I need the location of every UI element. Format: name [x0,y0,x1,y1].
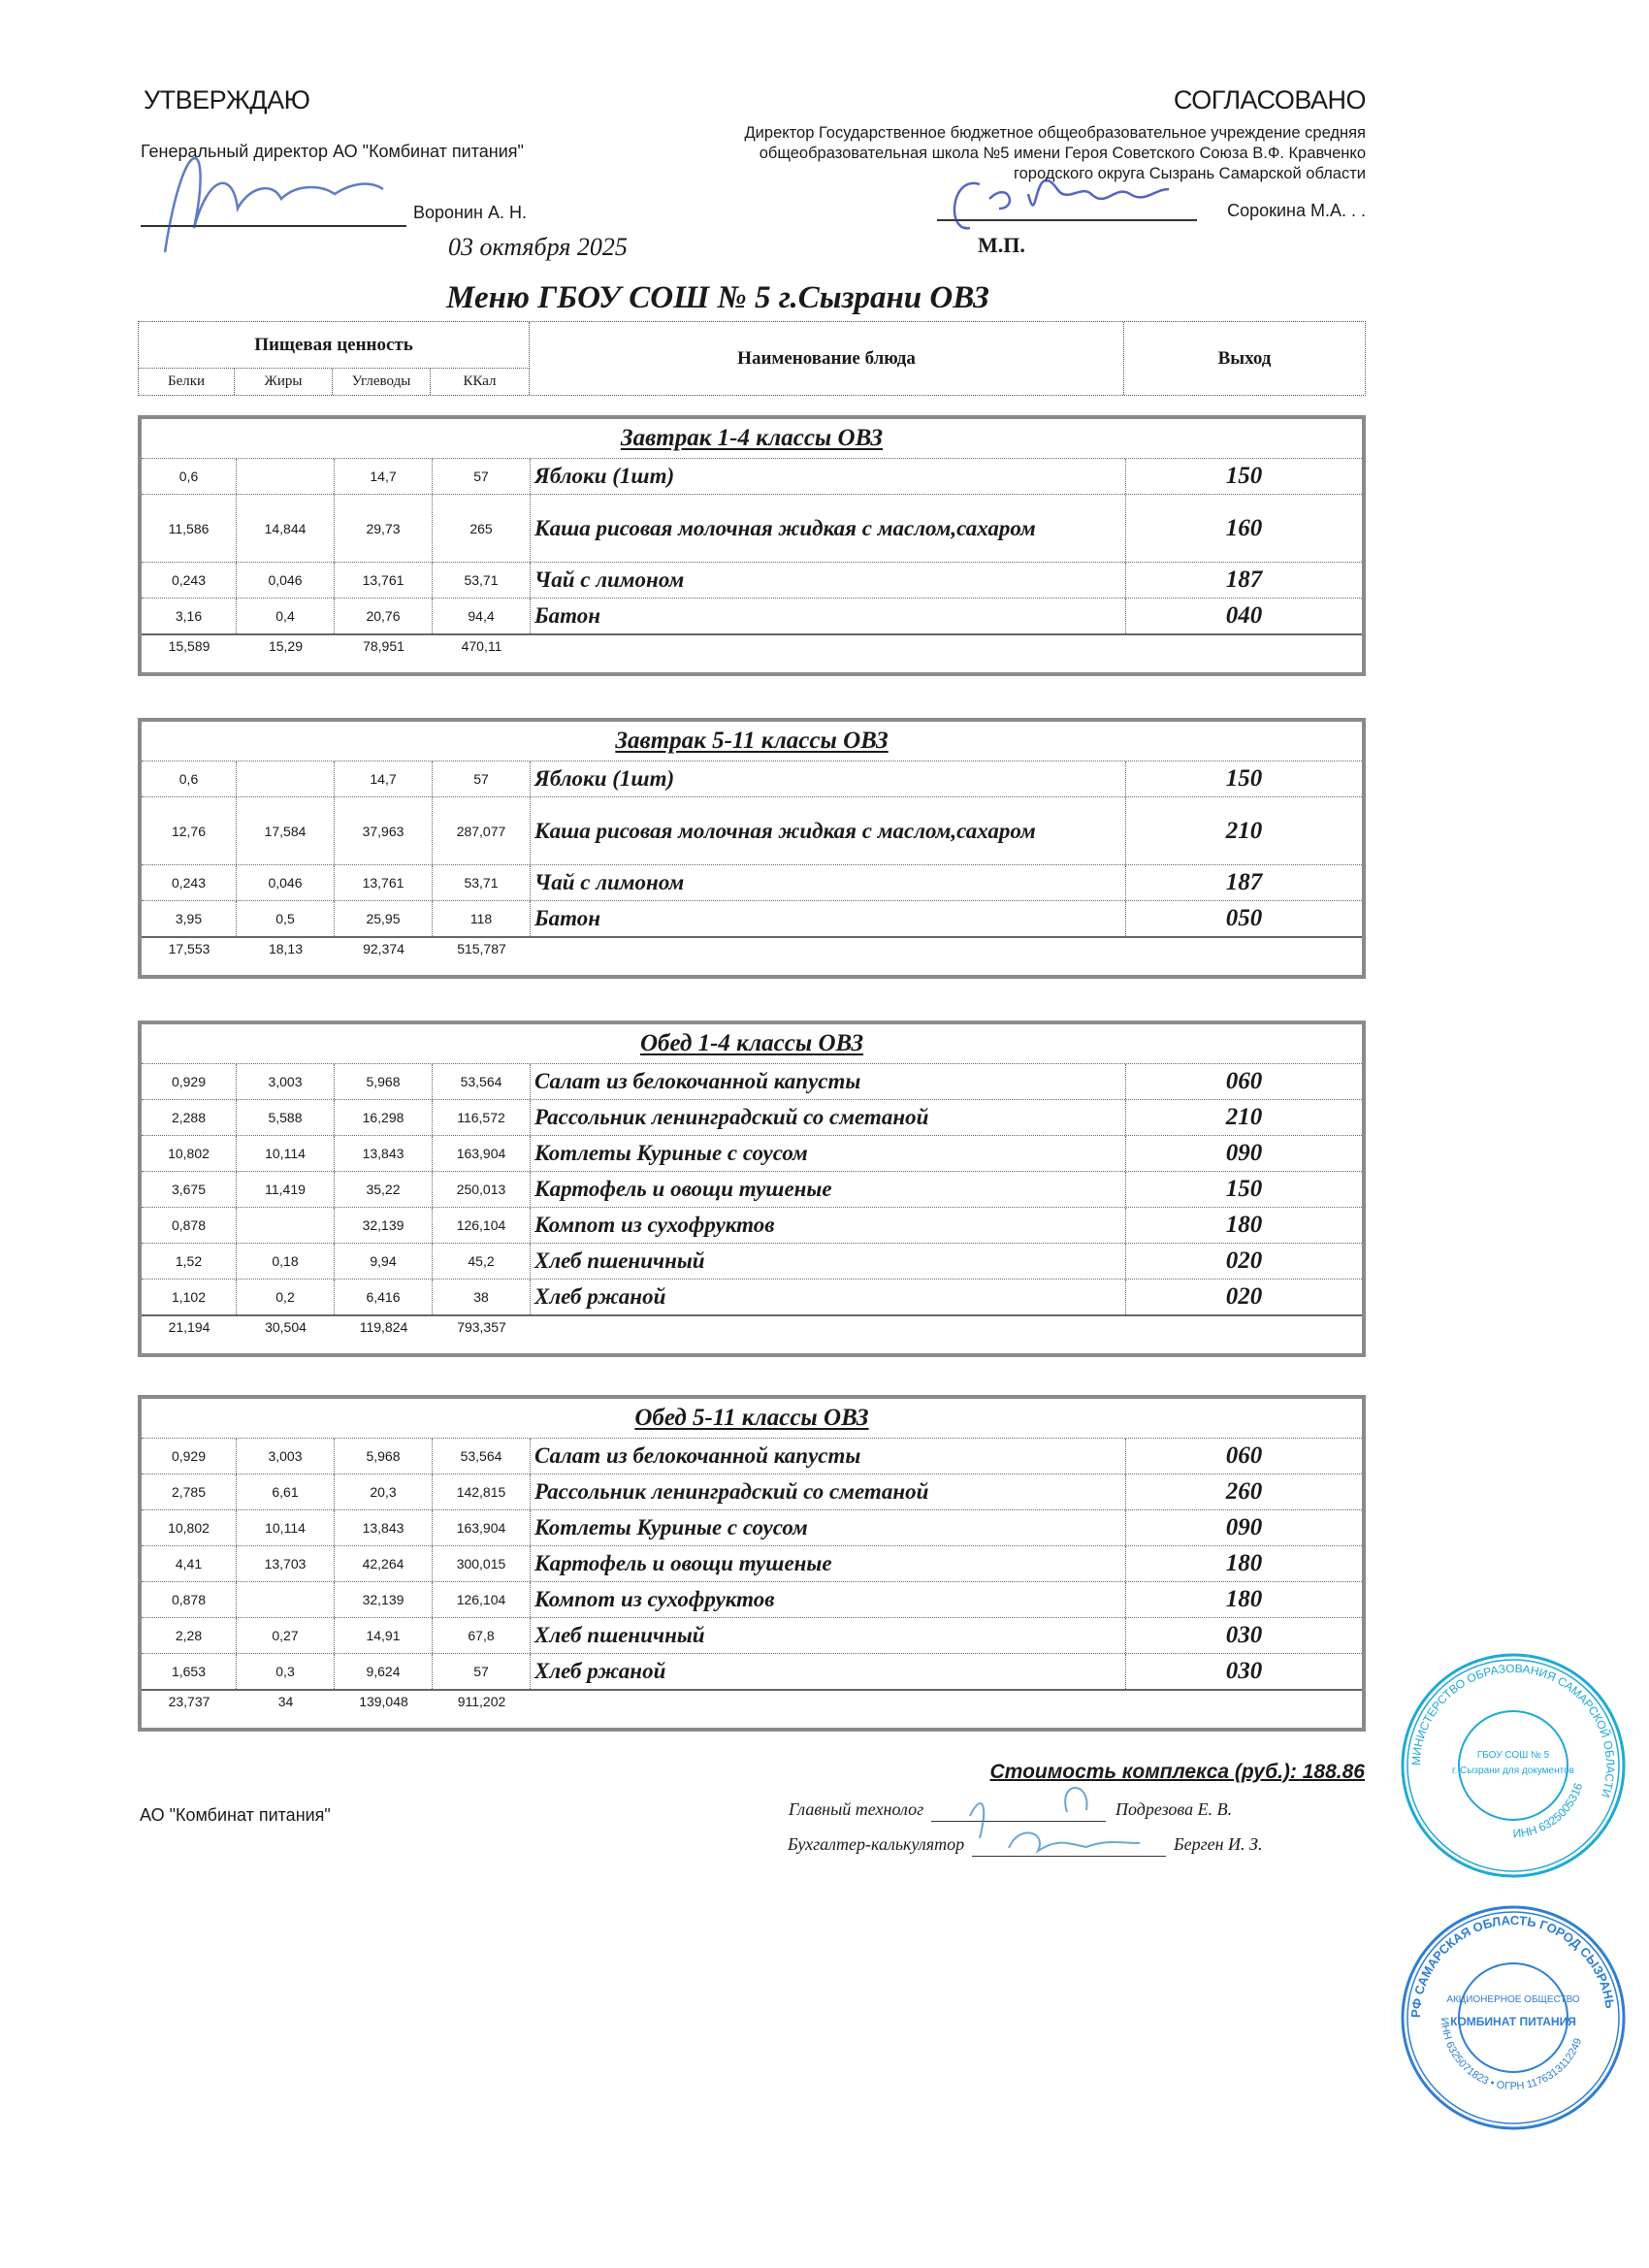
fat-cell: 13,703 [237,1546,335,1581]
dish-name: Каша рисовая молочная жидкая с маслом,сахаром [531,495,1126,562]
dish-yield: 060 [1225,1442,1263,1469]
left-stamp-center-text: КОМБИНАТ ПИТАНИЯ [1450,2015,1576,2028]
agreement-title: СОГЛАСОВАНО [1173,85,1366,114]
approval-date: 03 октября 2025 [448,233,628,261]
seal-mark: М.П. [978,233,1025,257]
approval-signature-line [141,225,406,227]
fat-cell [237,1582,335,1617]
total-protein: 17,553 [168,941,210,956]
protein-cell: 1,102 [142,1280,237,1314]
dish-name: Компот из сухофруктов [531,1582,1126,1617]
dish-yield: 187 [1225,869,1263,895]
carbs-cell: 20,76 [335,599,433,633]
kcal-cell: 53,564 [433,1064,531,1099]
dish-name: Рассольник ленинградский со сметаной [531,1100,1126,1135]
table-row [142,1653,1362,1689]
kcal-cell: 38 [433,1280,531,1314]
carbs-cell: 25,95 [335,901,433,936]
table-row [142,598,1362,633]
fat-cell: 10,114 [237,1136,335,1171]
kcal-cell: 118 [433,901,531,936]
table-row [142,494,1362,562]
left-signature [165,158,383,252]
kcal-cell: 142,815 [433,1474,531,1509]
dish-yield: 150 [1225,463,1263,489]
table-row [142,1581,1362,1617]
protein-cell: 2,288 [142,1100,237,1135]
column-header-dish: Наименование блюда [530,322,1124,395]
protein-cell: 3,95 [142,901,237,936]
kcal-cell: 265 [433,495,531,562]
kcal-cell: 126,104 [433,1208,531,1243]
protein-cell: 0,929 [142,1064,237,1099]
technologist-label: Главный технолог [789,1799,924,1819]
menu-section [138,1395,1366,1732]
carbs-cell: 20,3 [335,1474,433,1509]
complex-cost: Стоимость комплекса (руб.): 188.86 [989,1761,1365,1783]
kcal-cell: 45,2 [433,1244,531,1279]
document-title: Меню ГБОУ СОШ № 5 г.Сызрани ОВЗ [446,280,989,315]
table-row [142,1207,1362,1243]
dish-name: Яблоки (1шт) [531,761,1126,796]
total-kcal: 793,357 [457,1319,506,1335]
right-stamp [1397,1649,1630,1882]
left-stamp-outer-text: РФ САМАРСКАЯ ОБЛАСТЬ ГОРОД СЫЗРАНЬ [1407,1912,1618,2019]
section-title [142,1399,1362,1438]
table-row [142,796,1362,864]
kcal-cell: 250,013 [433,1172,531,1207]
carbs-cell: 13,843 [335,1136,433,1171]
carbs-cell: 5,968 [335,1439,433,1474]
dish-yield: 040 [1225,602,1263,629]
fat-cell: 5,588 [237,1100,335,1135]
carbs-cell: 14,7 [335,459,433,494]
protein-cell: 0,243 [142,563,237,598]
dish-name: Хлеб ржаной [531,1280,1126,1314]
section-title [142,419,1362,458]
agreement-line-1: Директор Государственное бюджетное общеобразовательное учреждение средняя [744,124,1366,142]
fat-cell: 0,18 [237,1244,335,1279]
dish-name: Рассольник ленинградский со сметаной [531,1474,1126,1509]
approval-title: УТВЕРЖДАЮ [144,85,310,114]
fat-cell: 0,3 [237,1654,335,1689]
dish-yield: 210 [1225,817,1263,844]
carbs-cell: 13,761 [335,563,433,598]
accountant-name: Берген И. З. [1174,1834,1263,1854]
table-header [138,321,1366,396]
protein-cell: 0,6 [142,761,237,796]
dish-name: Хлеб пшеничный [531,1618,1126,1653]
dish-name: Каша рисовая молочная жидкая с маслом,сахаром [531,797,1126,864]
column-header-protein: Белки [139,369,235,395]
dish-name: Яблоки (1шт) [531,459,1126,494]
protein-cell: 0,878 [142,1208,237,1243]
right-stamp-ring-text: МИНИСТЕРСТВО ОБРАЗОВАНИЯ САМАРСКОЙ ОБЛАСТИ [1408,1661,1618,1799]
carbs-cell: 5,968 [335,1064,433,1099]
kcal-cell: 116,572 [433,1100,531,1135]
total-fat: 15,29 [268,638,304,654]
protein-cell: 1,653 [142,1654,237,1689]
menu-section [138,718,1366,979]
kcal-cell: 53,564 [433,1439,531,1474]
total-kcal: 515,787 [457,941,506,956]
dish-name: Салат из белокочанной капусты [531,1439,1126,1474]
dish-name: Котлеты Куриные с соусом [531,1136,1126,1171]
section-total-row [142,1314,1362,1353]
total-carbs: 78,951 [363,638,404,654]
table-row [142,1545,1362,1581]
dish-name: Хлеб пшеничный [531,1244,1126,1279]
protein-cell: 1,52 [142,1244,237,1279]
protein-cell: 10,802 [142,1136,237,1171]
table-row [142,1279,1362,1314]
dish-name: Компот из сухофруктов [531,1208,1126,1243]
fat-cell [237,1208,335,1243]
table-row [142,864,1362,900]
protein-cell: 12,76 [142,797,237,864]
dish-yield: 050 [1225,905,1263,931]
kcal-cell: 94,4 [433,599,531,633]
protein-cell: 10,802 [142,1510,237,1545]
dish-yield: 180 [1225,1550,1263,1576]
table-row [142,1509,1362,1545]
carbs-cell: 29,73 [335,495,433,562]
agreement-signature-line [937,219,1197,221]
kcal-cell: 57 [433,1654,531,1689]
agreement-line-2: общеобразовательная школа №5 имени Героя Советского Союза В.Ф. Кравченко [759,145,1366,162]
total-carbs: 119,824 [359,1319,408,1335]
menu-section [138,1021,1366,1357]
nutrition-header: Пищевая ценность [139,322,530,369]
agreement-name: Сорокина М.А. . . [1227,201,1366,220]
carbs-cell: 32,139 [335,1582,433,1617]
fat-cell: 17,584 [237,797,335,864]
fat-cell: 11,419 [237,1172,335,1207]
dish-name: Салат из белокочанной капусты [531,1064,1126,1099]
carbs-cell: 16,298 [335,1100,433,1135]
protein-cell: 3,16 [142,599,237,633]
total-protein: 15,589 [168,638,210,654]
protein-cell: 0,878 [142,1582,237,1617]
protein-cell: 2,28 [142,1618,237,1653]
fat-cell: 0,2 [237,1280,335,1314]
menu-section [138,415,1366,676]
total-carbs: 92,374 [363,941,404,956]
column-header-fat: Жиры [235,369,333,395]
technologist-signature [970,1788,1086,1838]
fat-cell: 6,61 [237,1474,335,1509]
section-total-row [142,936,1362,975]
dish-yield: 020 [1225,1247,1263,1274]
total-fat: 34 [277,1694,294,1709]
dish-yield: 180 [1225,1586,1263,1612]
dish-yield: 260 [1225,1478,1263,1505]
table-row [142,1171,1362,1207]
column-header-kcal: ККал [431,369,530,395]
protein-cell: 0,243 [142,865,237,900]
carbs-cell: 9,624 [335,1654,433,1689]
carbs-cell: 14,91 [335,1618,433,1653]
dish-name: Батон [531,599,1126,633]
technologist-name: Подрезова Е. В. [1116,1799,1233,1819]
total-kcal: 470,11 [461,638,502,654]
right-stamp-inn: ИНН 6325005316 [1512,1781,1586,1841]
column-header-carbs: Углеводы [333,369,431,395]
table-row [142,900,1362,936]
carbs-cell: 14,7 [335,761,433,796]
section-title-text: Обед 1-4 классы ОВЗ [639,1030,864,1056]
total-kcal: 911,202 [457,1694,506,1709]
table-row [142,761,1362,796]
dish-yield: 020 [1225,1283,1263,1310]
section-title [142,1024,1362,1063]
dish-name: Хлеб ржаной [531,1654,1126,1689]
approval-role: Генеральный директор АО "Комбинат питания" [141,142,524,161]
kcal-cell: 53,71 [433,563,531,598]
section-title-text: Завтрак 5-11 классы ОВЗ [615,728,889,754]
dish-yield: 030 [1225,1622,1263,1648]
approval-name: Воронин А. Н. [413,203,527,222]
right-stamp-center-text: ГБОУ СОШ № 5 [1476,1750,1550,1761]
fat-cell: 10,114 [237,1510,335,1545]
carbs-cell: 37,963 [335,797,433,864]
total-protein: 23,737 [168,1694,210,1709]
carbs-cell: 13,761 [335,865,433,900]
left-stamp-inn: ИНН 6325071823 • ОГРН 1176313112249 [1438,2017,1585,2093]
kcal-cell: 57 [433,761,531,796]
total-carbs: 139,048 [359,1694,408,1709]
carbs-cell: 6,416 [335,1280,433,1314]
dish-yield: 060 [1225,1068,1263,1094]
carbs-cell: 13,843 [335,1510,433,1545]
kcal-cell: 126,104 [433,1582,531,1617]
carbs-cell: 35,22 [335,1172,433,1207]
table-row [142,1617,1362,1653]
left-stamp [1397,1901,1630,2134]
table-row [142,458,1362,494]
organization-name: АО "Комбинат питания" [140,1805,331,1825]
kcal-cell: 57 [433,459,531,494]
total-protein: 21,194 [168,1319,210,1335]
table-row [142,1099,1362,1135]
kcal-cell: 67,8 [433,1618,531,1653]
fat-cell: 0,5 [237,901,335,936]
agreement-block [745,85,1367,184]
table-row [142,1063,1362,1099]
fat-cell [237,459,335,494]
protein-cell: 3,675 [142,1172,237,1207]
section-total-row [142,1689,1362,1728]
protein-cell: 0,6 [142,459,237,494]
protein-cell: 0,929 [142,1439,237,1474]
kcal-cell: 53,71 [433,865,531,900]
carbs-cell: 32,139 [335,1208,433,1243]
fat-cell: 14,844 [237,495,335,562]
accountant-signature [1009,1832,1140,1851]
dish-name: Чай с лимоном [531,563,1126,598]
carbs-cell: 42,264 [335,1546,433,1581]
dish-yield: 030 [1225,1658,1263,1684]
dish-yield: 150 [1225,765,1263,792]
kcal-cell: 300,015 [433,1546,531,1581]
kcal-cell: 163,904 [433,1510,531,1545]
fat-cell: 0,27 [237,1618,335,1653]
fat-cell: 3,003 [237,1439,335,1474]
right-stamp-center-text-2: г. Сызрани для документов [1452,1766,1574,1776]
dish-name: Чай с лимоном [531,865,1126,900]
technologist-signature-line [931,1821,1106,1822]
section-total-row [142,633,1362,672]
total-fat: 30,504 [265,1319,307,1335]
dish-yield: 187 [1225,567,1263,593]
kcal-cell: 163,904 [433,1136,531,1171]
fat-cell: 0,4 [237,599,335,633]
dish-name: Картофель и овощи тушеные [531,1546,1126,1581]
fat-cell [237,761,335,796]
protein-cell: 4,41 [142,1546,237,1581]
section-title [142,722,1362,761]
protein-cell: 11,586 [142,495,237,562]
section-title-text: Завтрак 1-4 классы ОВЗ [620,425,884,451]
dish-yield: 090 [1225,1514,1263,1540]
table-row [142,1243,1362,1279]
dish-yield: 160 [1225,514,1263,541]
dish-yield: 180 [1225,1212,1263,1238]
dish-yield: 150 [1225,1176,1263,1202]
dish-yield: 210 [1225,1104,1263,1130]
dish-name: Котлеты Куриные с соусом [531,1510,1126,1545]
kcal-cell: 287,077 [433,797,531,864]
total-fat: 18,13 [268,941,304,956]
dish-name: Картофель и овощи тушеные [531,1172,1126,1207]
column-header-yield: Выход [1217,347,1272,369]
agreement-line-3: городского округа Сызрань Самарской области [1013,165,1366,182]
protein-cell: 2,785 [142,1474,237,1509]
fat-cell: 0,046 [237,865,335,900]
table-row [142,562,1362,598]
table-row [142,1135,1362,1171]
fat-cell: 3,003 [237,1064,335,1099]
accountant-signature-line [972,1856,1166,1857]
dish-yield: 090 [1225,1140,1263,1166]
section-title-text: Обед 5-11 классы ОВЗ [634,1405,869,1431]
table-row [142,1474,1362,1509]
table-row [142,1438,1362,1474]
dish-name: Батон [531,901,1126,936]
accountant-label: Бухгалтер-калькулятор [788,1834,965,1854]
left-stamp-inner-text: АКЦИОНЕРНОЕ ОБЩЕСТВО [1446,1994,1580,2005]
fat-cell: 0,046 [237,563,335,598]
carbs-cell: 9,94 [335,1244,433,1279]
